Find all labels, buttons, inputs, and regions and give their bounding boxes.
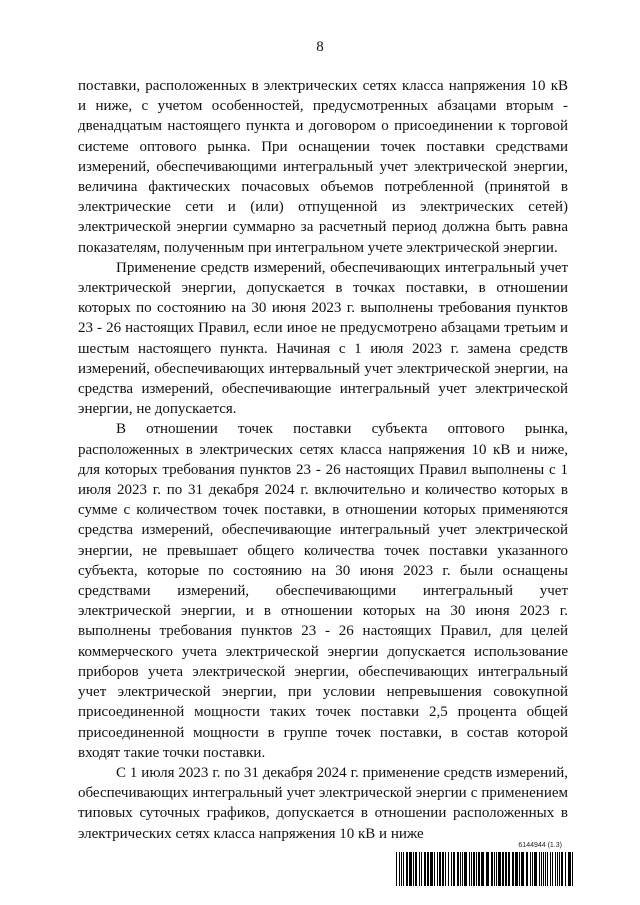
- document-body: [78, 76, 568, 844]
- barcode-bar: [469, 852, 470, 886]
- barcode-bar: [505, 852, 507, 886]
- barcode-bar: [399, 852, 400, 886]
- paragraph-4: С 1 июля 2023 г. по 31 декабря 2024 г. применение средств измерений, обеспечивающих интегральный учет электрической энергии с применением типовых суточных графиков, допускается в отношении расположенных в электрических сетях класса напряжения 10 кВ и ниже: [78, 764, 568, 842]
- paragraph-2: Применение средств измерений, обеспечивающих интегральный учет электрической энергии, допускается в точках поставки, в отношении которых по состоянию на 30 июня 2023 г. выполнены требования пунктов 23 - 26 настоящих Правил, если иное не предусмотрено абзацами третьим и шестым настоящего пункта. Начиная с 1 июля 2023 г. замена средств измерений, обеспечивающих интервальный учет электрической энергии, на средства измерений, обеспечивающие интегральный учет электрической энергии, не допускается.: [78, 259, 568, 418]
- barcode-bar: [481, 852, 484, 886]
- barcode-bar: [403, 852, 404, 886]
- barcode-bar: [406, 852, 408, 886]
- barcode-bar: [445, 852, 446, 886]
- barcode-bar: [415, 852, 417, 886]
- barcode-bar: [565, 852, 566, 886]
- barcode-bar: [561, 852, 563, 886]
- barcode-bar: [457, 852, 459, 886]
- barcode-bar: [427, 852, 429, 886]
- barcode-bar: [413, 852, 414, 886]
- barcode-bar: [498, 852, 501, 886]
- barcode-bar: [424, 852, 426, 886]
- barcode-bar: [451, 852, 452, 886]
- barcode-bar: [471, 852, 472, 886]
- barcode-bar: [437, 852, 438, 886]
- barcode-bar: [453, 852, 455, 886]
- barcode-bar: [526, 852, 528, 886]
- barcode-bar: [478, 852, 480, 886]
- barcode-bar: [476, 852, 477, 886]
- barcode-bar: [442, 852, 444, 886]
- barcode-bar: [434, 852, 435, 886]
- barcode-number: 6144944 (1.3): [518, 842, 562, 849]
- barcode-bar: [491, 852, 493, 886]
- paragraph-1: поставки, расположенных в электрических сетях класса напряжения 10 кВ и ниже, с учетом особенностей, предусмотренных абзацами вторым - двенадцатым настоящего пункта и договором о присоединении к торговой системе оптового рынка. При оснащении точек поставки средствами измерений, обеспечивающими интегральный учет электрической энергии, величина фактических почасовых объемов потребленной (принятой в электрические сети и (или) отпущенной из электрических сетей) электрической энергии суммарно за расчетный период должна быть равна показателям, полученным при интегральном учете электрической энергии.: [78, 78, 568, 256]
- barcode-bar: [421, 852, 422, 886]
- barcode-bar: [519, 852, 520, 886]
- page-number: 8: [316, 39, 324, 55]
- barcode-bar: [409, 852, 412, 886]
- barcode-bar: [430, 852, 433, 886]
- barcode-bar: [550, 852, 551, 886]
- paragraph-3: В отношении точек поставки субъекта оптового рынка, расположенных в электрических сетях класса напряжения 10 кВ и ниже, для которых требования пунктов 23 - 26 настоящих Правил выполнены с 1 июля 2023 г. по 31 декабря 2024 г. включительно и количество которых в сумме с количеством точек поставки, в отношении которых применяются средства измерений, обеспечивающие интегральный учет электрической энергии, не превышает общего количества точек поставки указанного субъекта, которые по состоянию на 30 июня 2023 г. были оснащены средствами измерений, обеспечивающими интегральный учет электрической энергии, и в отношении которых на 30 июня 2023 г. выполнены требования пунктов 23 - 26 настоящих Правил, для целей коммерческого учета электрической энергии допускается использование приборов учета электрической энергии, обеспечивающих интегральный учет электрической энергии, при условии непревышения совокупной присоединенной мощности таких точек поставки 2,5 процента общей присоединенной мощности в группе точек поставки, в состав которой входят такие точки поставки.: [78, 421, 568, 761]
- barcode-bar: [464, 852, 467, 886]
- barcode-bar: [502, 852, 504, 886]
- barcode-bar: [543, 852, 544, 886]
- barcode-bar: [521, 852, 524, 886]
- barcode-bar: [401, 852, 402, 886]
- barcode-bar: [559, 852, 560, 886]
- barcode-bar: [462, 852, 463, 886]
- barcode-bar: [508, 852, 510, 886]
- barcode-bar: [530, 852, 531, 886]
- barcode-bar: [486, 852, 489, 886]
- barcode-bar: [545, 852, 546, 886]
- barcode-bar: [512, 852, 514, 886]
- barcode-bar: [515, 852, 518, 886]
- barcode-bar: [568, 852, 571, 886]
- barcode-bar: [539, 852, 540, 886]
- barcode-bars: [396, 852, 576, 886]
- barcode-bar: [460, 852, 461, 886]
- barcode-bar: [555, 852, 556, 886]
- barcode-bar: [534, 852, 537, 886]
- barcode-bar: [473, 852, 475, 886]
- barcode-bar: [552, 852, 553, 886]
- barcode-bar: [396, 852, 397, 886]
- barcode-bar: [448, 852, 449, 886]
- barcode-bar: [419, 852, 420, 886]
- barcode-bar: [496, 852, 497, 886]
- barcode-bar: [557, 852, 558, 886]
- barcode-bar: [439, 852, 441, 886]
- barcode-bar: [541, 852, 542, 886]
- barcode-bar: [547, 852, 548, 886]
- barcode-bar: [494, 852, 495, 886]
- barcode-bar: [572, 852, 573, 886]
- barcode: [396, 842, 576, 888]
- barcode-bar: [532, 852, 533, 886]
